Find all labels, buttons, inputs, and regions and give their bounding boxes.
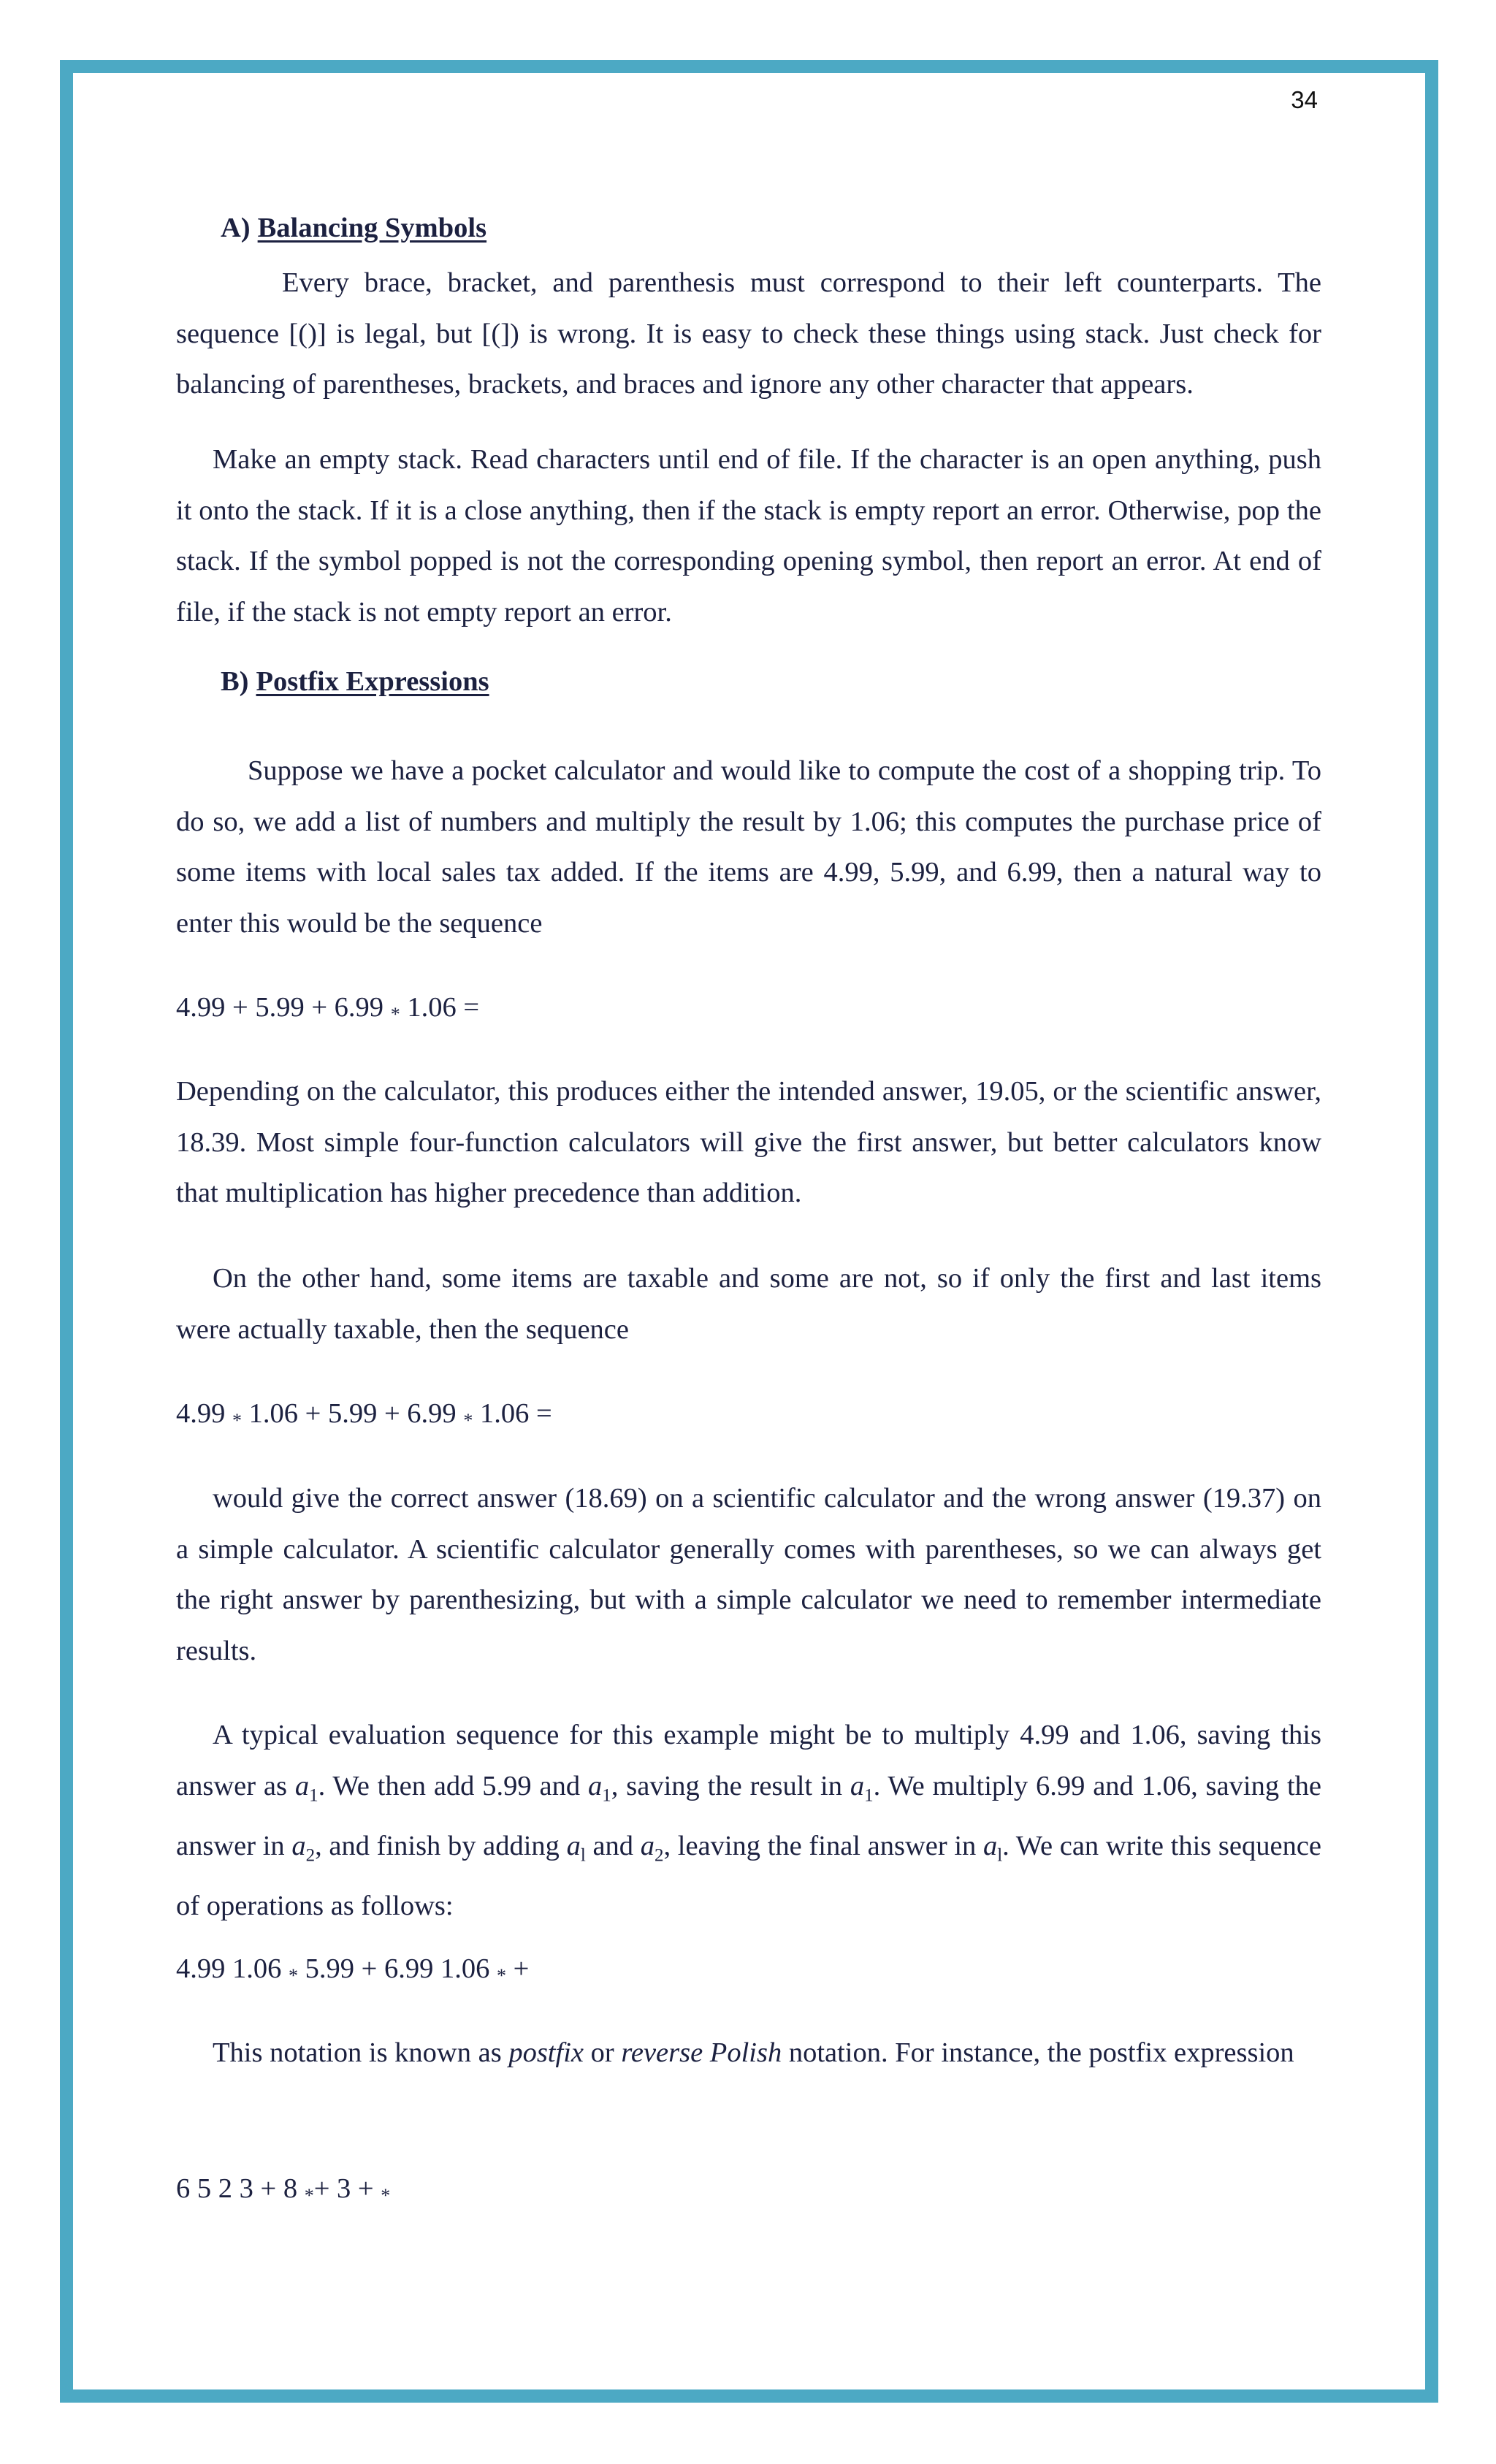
- variable: a: [982, 1830, 998, 1861]
- expression-4-part: 6 5 2 3 + 8: [176, 2173, 298, 2204]
- section-b-paragraph-6: [176, 2028, 1321, 2079]
- text-run: . We multiply 6.99 and 1.06, saving the answer in: [176, 1770, 1322, 1861]
- multiply-operator: *: [232, 1410, 242, 1431]
- expression-1-part: 1.06 =: [407, 992, 480, 1023]
- multiply-operator: *: [304, 2185, 314, 2206]
- multiply-operator: *: [496, 1965, 506, 1986]
- expression-2-part: 1.06 =: [479, 1398, 552, 1429]
- text-run: , saving the result in: [611, 1770, 850, 1801]
- section-b-letter: B): [221, 666, 249, 697]
- italic-term: reverse Polish: [621, 2037, 782, 2068]
- section-b-paragraph-4: would give the correct answer (18.69) on a scientific calculator and the wrong answer (19.37) on a simple calculator. A scientific calculator generally comes with parentheses, so we can always get the right answer by parenthesizing, but with a simple calculator we need to remember intermediate results.: [176, 1483, 1321, 1666]
- subscript: l: [997, 1845, 1003, 1866]
- expression-1-part: 4.99 + 5.99 + 6.99: [176, 992, 384, 1023]
- subscript: 1: [864, 1785, 874, 1806]
- expression-2-part: 4.99: [176, 1398, 226, 1429]
- subscript: 2: [654, 1845, 664, 1866]
- page-number: 34: [1291, 86, 1318, 113]
- text-run: . We then add 5.99 and: [318, 1770, 589, 1801]
- variable: a: [850, 1770, 865, 1801]
- section-b-paragraph-1: Suppose we have a pocket calculator and would like to compute the cost of a shopping trip. To do so, we add a list of numbers and multiply the result by 1.06; this computes the purchase price of some items with local sales tax added. If the items are 4.99, 5.99, and 6.99, then a natural way to enter this would be the sequence: [176, 755, 1321, 939]
- variable: a: [566, 1830, 581, 1861]
- section-b-paragraph-2: Depending on the calculator, this produces either the intended answer, 19.05, or the scientific answer, 18.39. Most simple four-function calculators will give the first answer, but better calculators know that multiplication has higher precedence than addition.: [176, 1076, 1321, 1208]
- multiply-operator: *: [289, 1965, 298, 1986]
- text-run: , and finish by adding: [315, 1830, 567, 1861]
- section-a-title: Balancing Symbols: [257, 213, 487, 243]
- text-run: This notation is known as: [213, 2037, 509, 2068]
- expression-3-part: 4.99 1.06: [176, 1953, 282, 1984]
- subscript: l: [580, 1845, 586, 1866]
- multiply-operator: *: [463, 1410, 473, 1431]
- text-run: . We can write this sequence of operations as follows:: [176, 1830, 1321, 1921]
- text-run: , leaving the final answer in: [663, 1830, 983, 1861]
- section-b-heading: [221, 665, 489, 698]
- variable: a: [640, 1830, 654, 1861]
- multiply-operator: *: [381, 2185, 391, 2206]
- section-a-letter: A): [221, 213, 251, 243]
- expression-4-part: + 3 +: [313, 2173, 374, 2204]
- section-a-paragraph-2: Make an empty stack. Read characters until end of file. If the character is an open anything, push it onto the stack. If it is a close anything, then if the stack is empty report an error. Otherwise, pop the stack. If the symbol popped is not the corresponding opening symbol, then report an error. At end of file, if the stack is not empty report an error.: [176, 444, 1321, 628]
- section-a-heading: [221, 212, 486, 244]
- expression-2: [176, 1397, 552, 1430]
- expression-4: [176, 2173, 390, 2205]
- section-b-paragraph-5: [176, 1710, 1321, 1931]
- subscript: 1: [309, 1785, 318, 1806]
- text-run: and: [585, 1830, 641, 1861]
- variable: a: [291, 1830, 306, 1861]
- expression-2-part: 1.06 + 5.99 + 6.99: [248, 1398, 457, 1429]
- multiply-operator: *: [390, 1004, 400, 1025]
- expression-3-part: +: [513, 1953, 530, 1984]
- subscript: 2: [305, 1845, 316, 1866]
- expression-3-part: 5.99 + 6.99 1.06: [305, 1953, 490, 1984]
- section-b-paragraph-3: On the other hand, some items are taxable and some are not, so if only the first and last items were actually taxable, then the sequence: [176, 1263, 1321, 1345]
- section-b-title: Postfix Expressions: [256, 666, 489, 697]
- text-run: or: [583, 2037, 622, 2068]
- section-a-paragraph-1: Every brace, bracket, and parenthesis must correspond to their left counterparts. The sequence [()] is legal, but [(]) is wrong. It is easy to check these things using stack. Just check for balancing of parentheses, brackets, and braces and ignore any other character that appears.: [176, 267, 1321, 400]
- variable: a: [294, 1770, 310, 1801]
- text-run: notation. For instance, the postfix expression: [782, 2037, 1294, 2068]
- variable: a: [588, 1770, 603, 1801]
- text-run: A typical evaluation sequence for this example might be to multiply 4.99 and 1.06, saving this answer as: [176, 1720, 1321, 1801]
- italic-term: postfix: [508, 2037, 584, 2068]
- expression-3: [176, 1953, 529, 1985]
- expression-1: [176, 991, 479, 1023]
- subscript: 1: [602, 1785, 611, 1806]
